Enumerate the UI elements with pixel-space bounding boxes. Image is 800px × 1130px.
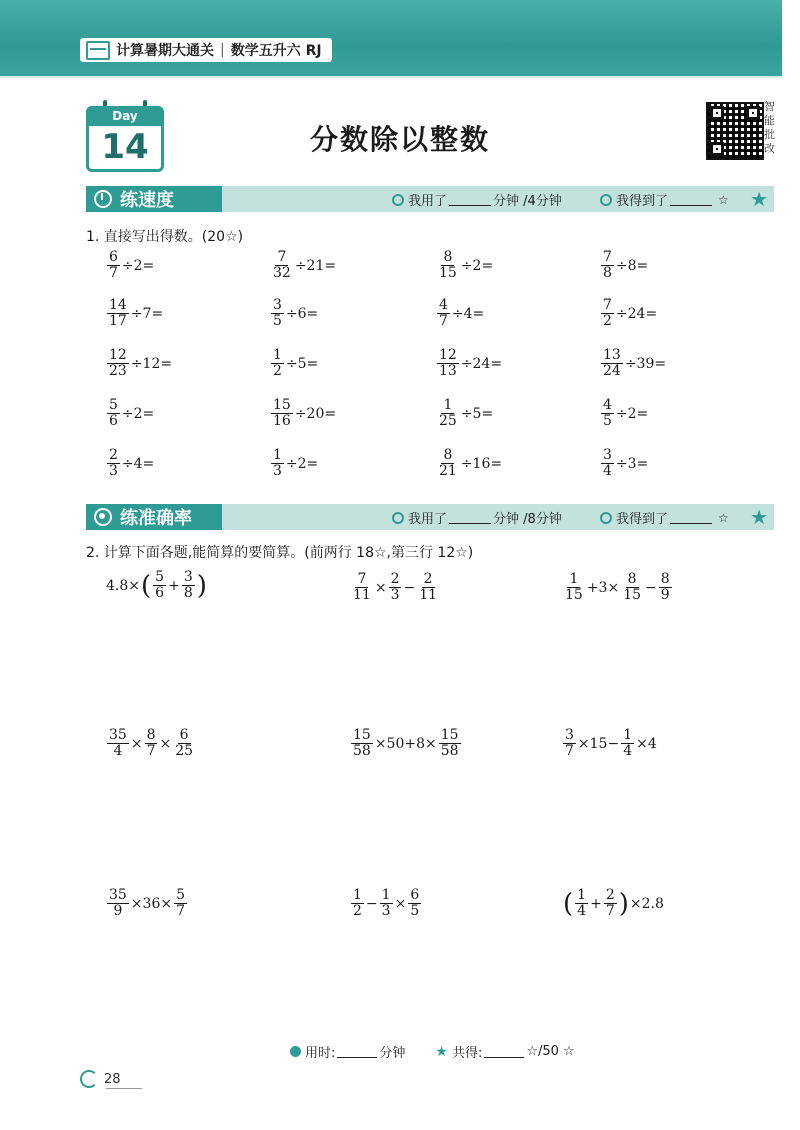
fraction: $\frac{8}{15}$ (439, 249, 457, 281)
speed-problem (436, 398, 494, 429)
fraction: $\frac{8}{7}$ (146, 727, 156, 759)
operator: × (374, 579, 387, 596)
score-prefix: 我得到了 (616, 512, 669, 527)
total-score-unit: ☆/50 ☆ (526, 1044, 575, 1059)
operator: ×50+8× (374, 735, 437, 752)
operator-and-operand: ÷6= (285, 305, 319, 322)
speed-problem (106, 298, 164, 329)
problem-2-1 (106, 570, 208, 601)
operator: × (130, 735, 143, 752)
stopwatch-icon (94, 190, 112, 208)
operator-and-operand: ÷39= (624, 355, 667, 372)
operator: ×15− (577, 735, 620, 752)
section-accuracy-bar (86, 504, 774, 530)
instruction-1: 1. 直接写出得数。(20☆) (86, 229, 244, 245)
time-suffix: 分钟 /4分钟 (493, 194, 562, 209)
fraction: $\frac{1}{4}$ (623, 727, 633, 759)
fraction: $\frac{8}{21}$ (439, 447, 457, 479)
clock-icon (392, 512, 404, 524)
fraction: $\frac{4}{7}$ (439, 297, 448, 329)
fraction: $\frac{7}{32}$ (273, 249, 291, 281)
paren: ( (141, 570, 152, 601)
time-blank[interactable] (449, 193, 491, 206)
fraction: $\frac{7}{2}$ (603, 297, 612, 329)
speed-problem (436, 250, 494, 281)
time-prefix: 我用了 (408, 194, 448, 209)
term: 4.8× (106, 577, 140, 594)
qr-code-icon (706, 102, 764, 160)
total-score (435, 1042, 574, 1061)
total-time-label: 用时: (305, 1046, 336, 1061)
problem-2-4 (106, 728, 196, 759)
time-record (392, 508, 562, 527)
fraction: $\frac{2}{11}$ (419, 571, 438, 603)
operator: − (645, 579, 657, 596)
fraction: $\frac{35}{9}$ (109, 887, 127, 919)
speed-problem (436, 298, 485, 329)
section-speed-title: 练速度 (120, 190, 174, 211)
operator-and-operand: ÷20= (294, 405, 337, 422)
problem-2-3 (562, 572, 673, 603)
fraction: $\frac{13}{24}$ (603, 347, 621, 379)
series-name: 计算暑期大通关 (116, 43, 214, 59)
fraction: $\frac{3}{8}$ (183, 569, 193, 601)
clock-icon (392, 194, 404, 206)
fraction: $\frac{2}{3}$ (390, 571, 400, 603)
fraction: $\frac{15}{58}$ (440, 727, 459, 759)
operator: × (159, 735, 172, 752)
day-number: 14 (101, 127, 149, 167)
fraction: $\frac{1}{3}$ (381, 887, 391, 919)
fraction: $\frac{12}{23}$ (109, 347, 127, 379)
operator-and-operand: ÷24= (460, 355, 503, 372)
fraction: $\frac{1}{4}$ (577, 887, 587, 919)
operator-and-operand: ÷2= (121, 405, 155, 422)
alarm-clock-icon (290, 1046, 301, 1057)
score-blank[interactable] (670, 511, 712, 524)
speed-problem (270, 448, 319, 479)
time-prefix: 我用了 (408, 512, 448, 527)
operator: − (365, 895, 378, 912)
speed-problem (600, 398, 649, 429)
fraction: $\frac{5}{6}$ (109, 397, 118, 429)
paren: ) (618, 888, 629, 919)
operator-and-operand: ÷24= (615, 305, 658, 322)
star-icon: ★ (750, 505, 768, 529)
fraction: $\frac{8}{15}$ (623, 571, 642, 603)
score-star: ☆ (718, 192, 729, 207)
score-prefix: 我得到了 (616, 194, 669, 209)
time-record (392, 190, 562, 209)
star-icon: ★ (435, 1043, 448, 1060)
operator-and-operand: ÷12= (130, 355, 173, 372)
problem-2-9 (562, 888, 664, 919)
fraction: $\frac{1}{3}$ (273, 447, 282, 479)
operator-and-operand: ÷2= (615, 405, 649, 422)
speed-problem (106, 448, 155, 479)
fraction: $\frac{2}{3}$ (109, 447, 118, 479)
operator-and-operand: ÷5= (285, 355, 319, 372)
fraction: $\frac{5}{6}$ (155, 569, 165, 601)
operator-and-operand: ÷2= (285, 455, 319, 472)
problem-2-7 (106, 888, 188, 919)
speed-problem (106, 250, 155, 281)
section-speed-bar (86, 186, 774, 212)
operator-and-operand: ÷2= (121, 257, 155, 274)
operator: ×4 (636, 735, 657, 752)
score-record (600, 190, 729, 209)
fraction: $\frac{14}{17}$ (109, 297, 127, 329)
page-number-area (80, 1070, 121, 1088)
swirl-icon (80, 1070, 98, 1088)
score-star: ☆ (718, 510, 729, 525)
section-accuracy-title: 练准确率 (120, 508, 192, 529)
fraction: $\frac{5}{7}$ (176, 887, 186, 919)
operator-and-operand: ÷21= (294, 257, 337, 274)
speed-problem (600, 250, 649, 281)
score-blank[interactable] (670, 193, 712, 206)
problem-2-6 (562, 728, 658, 759)
speed-problem (106, 398, 155, 429)
operator-and-operand: ÷3= (615, 455, 649, 472)
fraction: $\frac{6}{7}$ (109, 249, 118, 281)
fraction: $\frac{6}{25}$ (175, 727, 194, 759)
fraction: $\frac{15}{16}$ (273, 397, 291, 429)
series-separator: | (220, 42, 225, 58)
fraction: $\frac{4}{5}$ (603, 397, 612, 429)
speed-problem (600, 448, 649, 479)
grade-label: 数学五升六 RJ (230, 43, 322, 59)
fraction: $\frac{2}{7}$ (605, 887, 615, 919)
term: ×2.8 (629, 895, 664, 912)
time-suffix: 分钟 /8分钟 (493, 512, 562, 527)
fraction: $\frac{35}{4}$ (109, 727, 127, 759)
check-icon (600, 512, 612, 524)
problem-2-2 (350, 572, 440, 603)
speed-problem (600, 348, 667, 379)
fraction: $\frac{1}{15}$ (565, 571, 583, 603)
total-time (290, 1042, 405, 1061)
total-score-label: 共得: (451, 1046, 483, 1061)
qr-caption: 智能批改 (764, 100, 775, 155)
operator: − (403, 579, 416, 596)
speed-problem (270, 398, 337, 429)
score-record (600, 508, 729, 527)
speed-problem (436, 348, 503, 379)
page-title: 分数除以整数 (309, 123, 490, 156)
star-icon: ★ (750, 187, 768, 211)
speed-problem (106, 348, 173, 379)
book-icon (86, 41, 110, 60)
problem-2-8 (350, 888, 422, 919)
operator-and-operand: ÷2= (460, 257, 494, 274)
section-speed-label (86, 186, 222, 212)
operator-and-operand: ÷5= (460, 405, 494, 422)
check-icon (600, 194, 612, 206)
speed-problem (600, 298, 658, 329)
target-icon (94, 508, 112, 526)
operator: +3× (586, 579, 620, 596)
paren: ( (563, 888, 574, 919)
footer-summary (290, 1042, 605, 1061)
fraction: $\frac{3}{4}$ (603, 447, 612, 479)
operator-and-operand: ÷4= (121, 455, 155, 472)
fraction: $\frac{7}{11}$ (353, 571, 371, 603)
section-accuracy-label (86, 504, 222, 530)
operator-and-operand: ÷16= (460, 455, 503, 472)
operator: ×36× (130, 895, 173, 912)
operator-and-operand: ÷4= (451, 305, 485, 322)
time-blank[interactable] (449, 511, 491, 524)
operator: + (168, 577, 180, 594)
fraction: $\frac{1}{25}$ (439, 397, 457, 429)
fraction: $\frac{12}{13}$ (439, 347, 457, 379)
instruction-2: 2. 计算下面各题,能简算的要简算。(前两行 18☆,第三行 12☆) (86, 545, 474, 561)
speed-problem (270, 250, 337, 281)
operator: × (394, 895, 407, 912)
speed-problem (436, 448, 503, 479)
fraction: $\frac{1}{2}$ (273, 347, 282, 379)
fraction: $\frac{1}{2}$ (353, 887, 362, 919)
fraction: $\frac{6}{5}$ (410, 887, 420, 919)
total-time-blank[interactable] (337, 1045, 377, 1058)
speed-problem (270, 348, 319, 379)
fraction: $\frac{3}{7}$ (565, 727, 574, 759)
total-time-unit: 分钟 (379, 1046, 406, 1061)
speed-problem (270, 298, 319, 329)
fraction: $\frac{8}{9}$ (660, 571, 670, 603)
page-number: 28 (104, 1071, 121, 1087)
operator: + (590, 895, 602, 912)
series-tag (80, 38, 332, 62)
fraction: $\frac{7}{8}$ (603, 249, 612, 281)
problem-2-5 (350, 728, 462, 759)
fraction: $\frac{3}{5}$ (273, 297, 282, 329)
total-score-blank[interactable] (484, 1045, 524, 1058)
operator-and-operand: ÷7= (130, 305, 164, 322)
paren: ) (196, 570, 207, 601)
operator-and-operand: ÷8= (615, 257, 649, 274)
day-badge (86, 106, 164, 172)
fraction: $\frac{15}{58}$ (353, 727, 371, 759)
day-label: Day (86, 106, 164, 126)
